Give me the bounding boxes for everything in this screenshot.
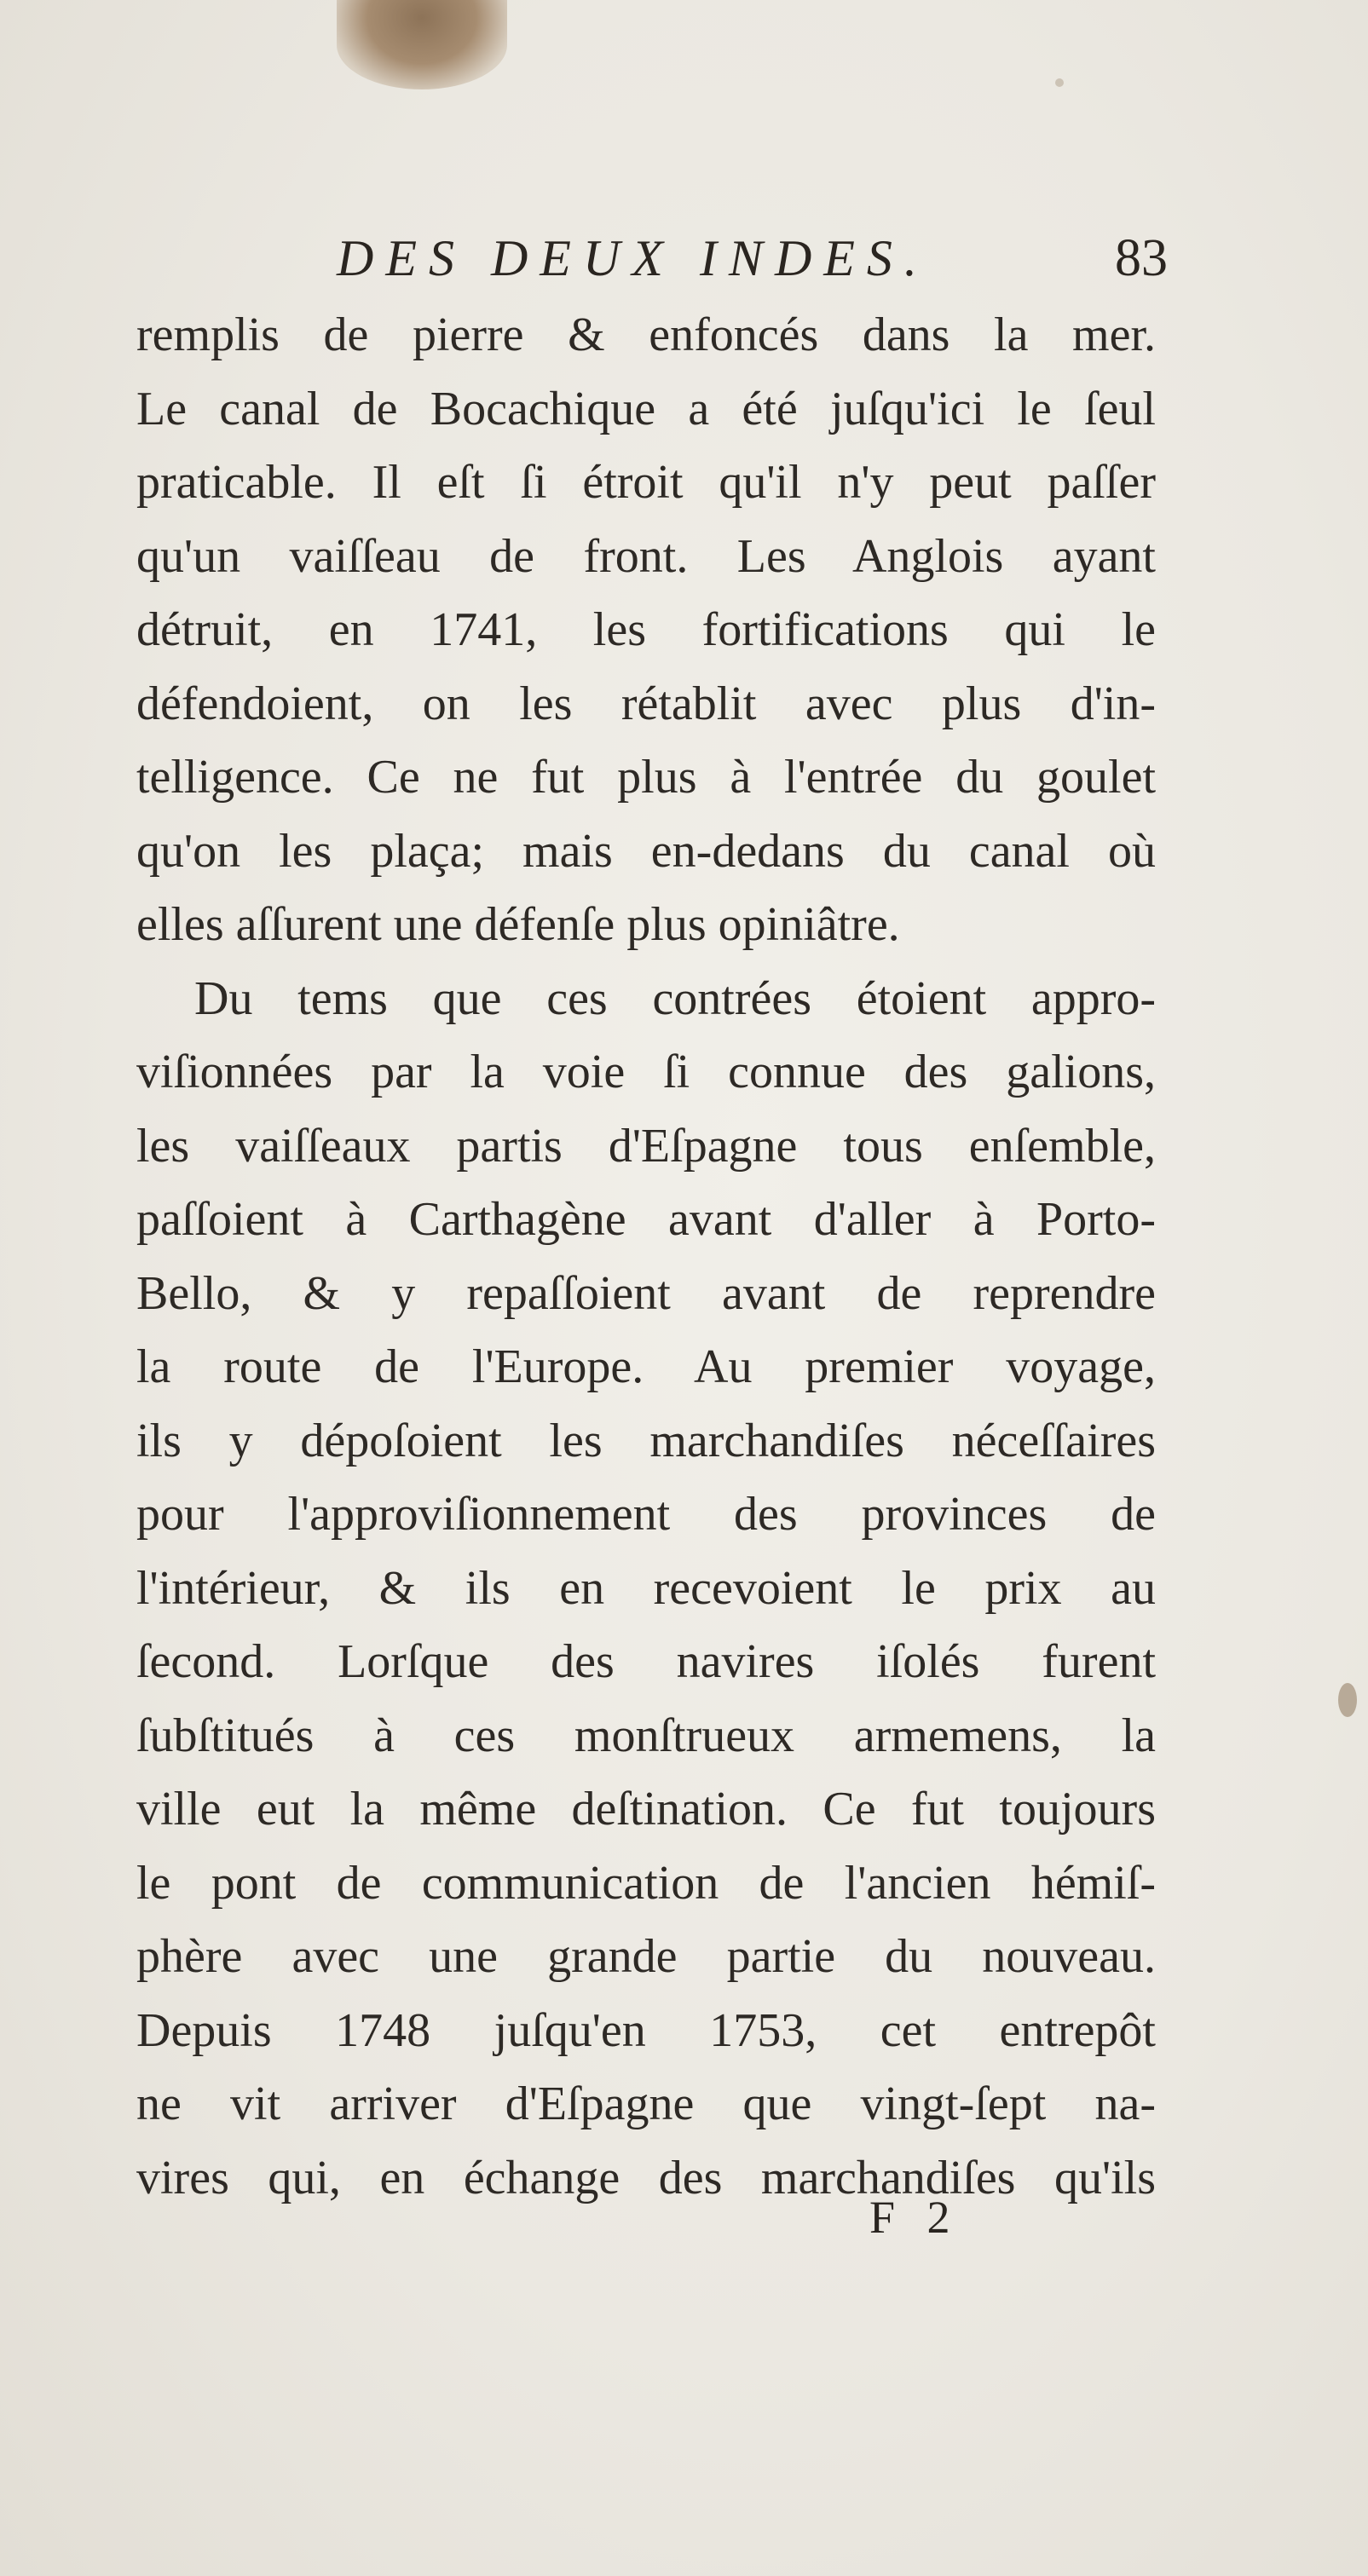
text-line: ſecond. Lorſque des navires iſolés furent — [136, 1635, 1156, 1688]
text-line: ne vit arriver d'Eſpagne que vingt-ſept na- — [136, 2078, 1156, 2130]
text-line: Le canal de Bocachique a été juſqu'ici le ſeul — [136, 382, 1156, 435]
text-line: l'intérieur, & ils en recevoient le prix au — [136, 1561, 1156, 1615]
text-line: la route de l'Europe. Au premier voyage, — [136, 1340, 1156, 1393]
text-line: paſſoient à Carthagène avant d'aller à Porto- — [136, 1193, 1156, 1246]
text-line: ſubſtitués à ces monſtrueux armemens, la — [136, 1709, 1156, 1762]
text-line: les vaiſſeaux partis d'Eſpagne tous enſemble, — [136, 1119, 1156, 1173]
text-line: phère avec une grande partie du nouveau. — [136, 1930, 1156, 1983]
text-line: détruit, en 1741, les fortifications qui le — [136, 603, 1156, 656]
text-line: Depuis 1748 juſqu'en 1753, cet entrepôt — [136, 2003, 1156, 2057]
running-title: DES DEUX INDES. — [337, 230, 929, 286]
text-line: pour l'approviſionnement des provinces de — [136, 1488, 1156, 1541]
page-header — [337, 220, 1168, 297]
paper-stain — [337, 0, 507, 89]
signature-mark: F 2 — [869, 2192, 961, 2243]
text-line: qu'on les plaça; mais en-dedans du canal où — [136, 824, 1156, 878]
text-line: remplis de pierre & enfoncés dans la mer. — [136, 308, 1156, 361]
text-line: telligence. Ce ne fut plus à l'entrée du goulet — [136, 751, 1156, 804]
paper-speck — [1055, 78, 1064, 87]
text-line: qu'un vaiſſeau de front. Les Anglois ayant — [136, 529, 1156, 583]
text-line: vires qui, en échange des marchandiſes qu'ils — [136, 2151, 1156, 2204]
text-line: viſionnées par la voie ſi connue des galions, — [136, 1046, 1156, 1098]
text-line: le pont de communication de l'ancien hémiſ- — [136, 1856, 1156, 1910]
text-line: ville eut la même deſtination. Ce fut toujours — [136, 1783, 1156, 1835]
text-line: Bello, & y repaſſoient avant de reprendre — [136, 1266, 1156, 1320]
paper-speck — [1338, 1683, 1357, 1717]
text-line: ils y dépoſoient les marchandiſes néceſſaires — [136, 1414, 1156, 1467]
body-text — [136, 298, 1156, 2215]
text-line: elles aſſurent une défenſe plus opiniâtre. — [136, 898, 900, 951]
paragraph-first-line: Du tems que ces contrées étoient appro- — [194, 971, 1156, 1025]
text-line: praticable. Il eſt ſi étroit qu'il n'y peut paſſer — [136, 456, 1156, 509]
page-number: 83 — [1115, 229, 1168, 287]
text-line: défendoient, on les rétablit avec plus d'in- — [136, 677, 1156, 730]
